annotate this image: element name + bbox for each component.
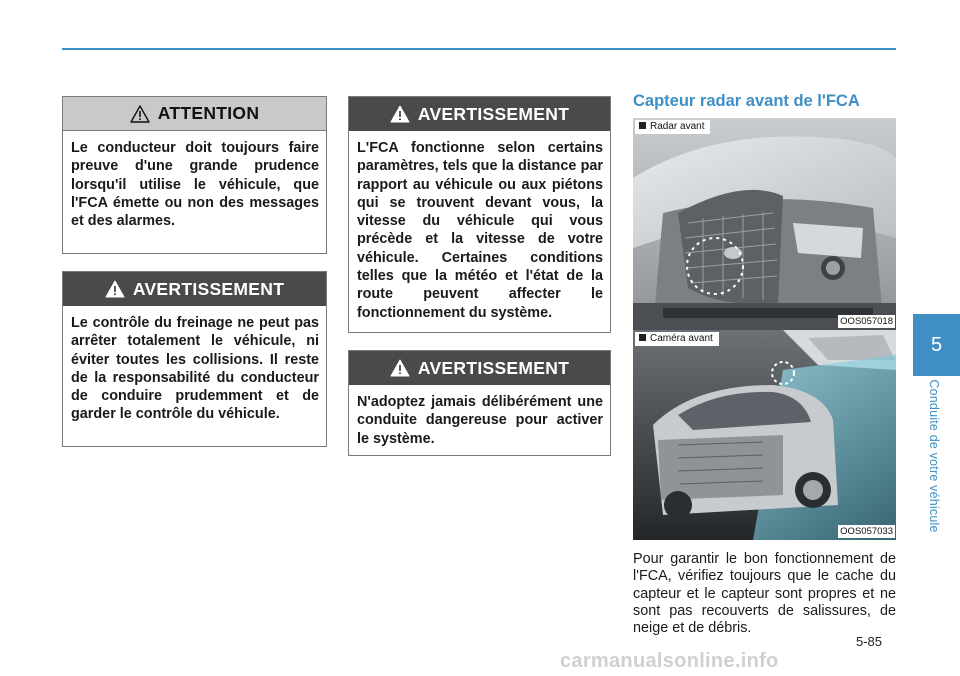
car-front-radar-illustration [633,118,896,330]
figure-front-camera [633,330,896,540]
chapter-title: Conduite de votre véhicule [927,378,941,533]
warning-triangle-outline-icon [130,105,150,123]
warning-header [349,97,610,131]
warning-heading: AVERTISSEMENT [417,103,570,124]
figure-label [635,120,710,134]
attention-heading: ATTENTION [157,103,260,123]
page-number: 5-85 [856,634,883,649]
warning-triangle-filled-icon [390,359,410,377]
warning-triangle-filled-icon [390,105,410,123]
square-bullet-icon [639,122,646,129]
top-rule [62,48,896,50]
warning-heading: AVERTISSEMENT [417,357,570,378]
warning-header [63,272,326,306]
car-front-camera-illustration [633,330,896,540]
attention-box [62,96,327,254]
chapter-number: 5 [930,333,943,356]
warning-box-dangerous-driving [348,350,611,456]
warning-text: L'FCA fonctionne selon certains paramètres, tels que la distance par rapport au véhicule ou aux piétons qui se trouvent devant vous, la vitesse du véhicule qui vous précède et la vitesse de votre véhicule. Certaines conditions telles que la météo et l'état de la route peuvent affecter le fonctionnement du système. [357,140,603,321]
warning-box-braking [62,271,327,447]
body-paragraph: Pour garantir le bon fonctionnement de l'FCA, vérifiez toujours que le cache du capteur et le capteur sont propres et ne sont pas recouverts de salissures, de neige et de débris. [633,551,896,637]
chapter-side-title [920,368,948,543]
warning-text: N'adoptez jamais délibérément une conduite dangereuse pour activer le système. [357,394,603,447]
figure-code: OOS057018 [840,316,893,327]
attention-text: Le conducteur doit toujours faire preuve d'une grande prudence lorsqu'il utilise le véhicule, que l'FCA émette ou non des messages et des alarmes. [71,140,319,230]
chapter-tab [913,314,960,376]
figure-label-text: Radar avant [650,121,705,132]
attention-header [63,97,326,131]
figure-label [635,332,719,346]
watermark: carmanualsonline.info [560,650,779,672]
figure-front-radar [633,118,896,330]
warning-header [349,351,610,385]
warning-heading: AVERTISSEMENT [132,278,285,299]
figure-label-text: Caméra avant [650,333,713,344]
warning-text: Le contrôle du freinage ne peut pas arrêter totalement le véhicule, ni éviter toutes les collisions. Il reste de la responsabilité du conducteur de conduire prudemment et de garder le contrôle du véhicule. [71,315,319,423]
section-title: Capteur radar avant de l'FCA [633,92,860,110]
warning-triangle-filled-icon [105,280,125,298]
square-bullet-icon [639,334,646,341]
figure-code: OOS057033 [840,526,893,537]
warning-box-parameters [348,96,611,333]
